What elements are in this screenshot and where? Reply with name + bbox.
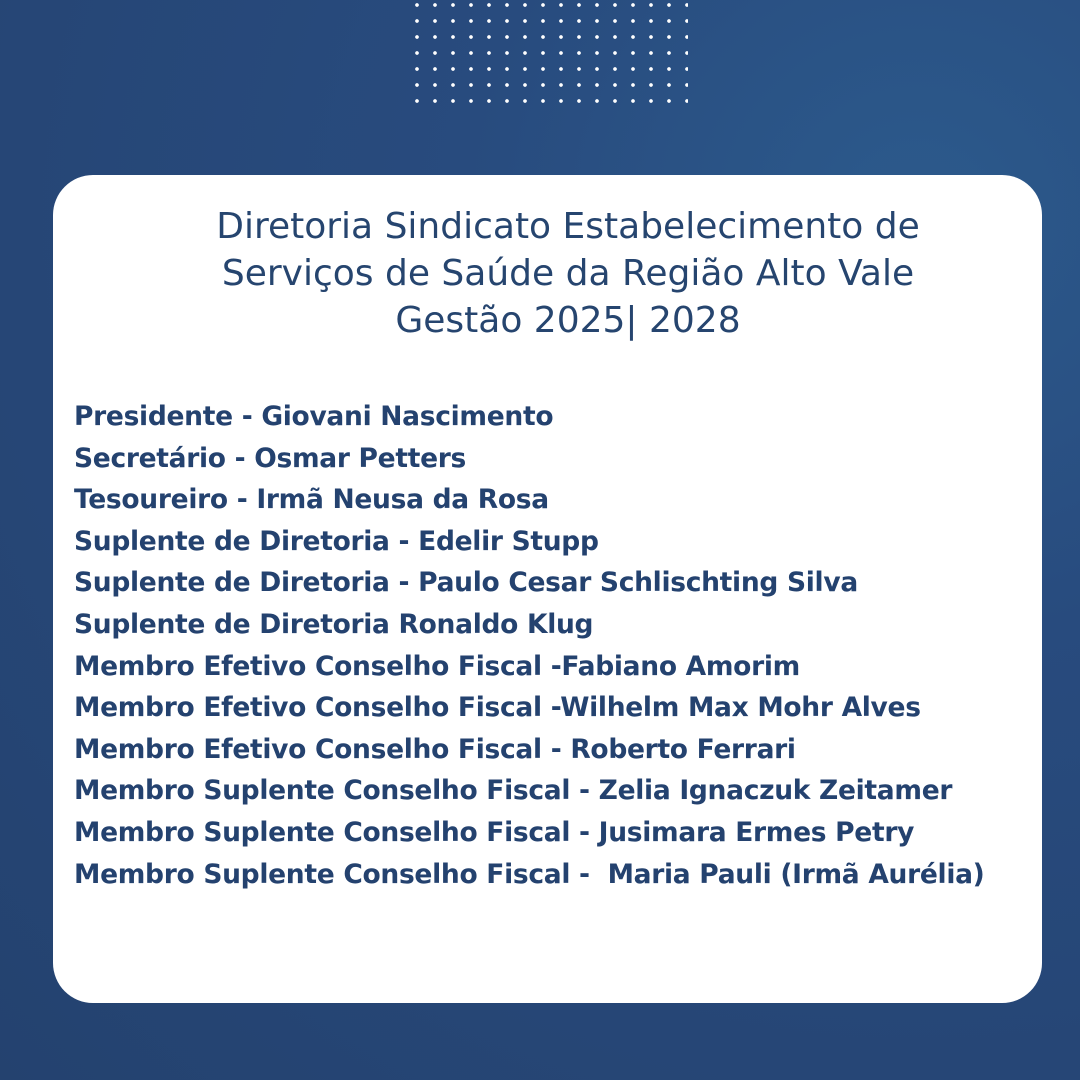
board-member-list xyxy=(74,396,985,895)
board-member-item: Membro Efetivo Conselho Fiscal - Roberto Ferrari xyxy=(74,733,796,765)
content-card xyxy=(53,175,1042,1003)
board-member-item: Membro Suplente Conselho Fiscal - Maria Pauli (Irmã Aurélia) xyxy=(74,858,985,890)
board-member-item: Presidente - Giovani Nascimento xyxy=(74,401,554,432)
title-line-3: Gestão 2025| 2028 xyxy=(395,300,741,341)
decorative-dot-grid xyxy=(408,0,688,112)
board-member-item: Suplente de Diretoria Ronaldo Klug xyxy=(74,608,594,640)
board-member-item: Membro Suplente Conselho Fiscal - Zelia Ignaczuk Zeitamer xyxy=(74,775,953,807)
board-member-item: Membro Efetivo Conselho Fiscal -Wilhelm Max Mohr Alves xyxy=(74,692,921,724)
board-member-item: Membro Suplente Conselho Fiscal - Jusimara Ermes Petry xyxy=(74,816,915,848)
board-member-item: Secretário - Osmar Petters xyxy=(74,442,467,474)
title-line-2: Serviços de Saúde da Região Alto Vale xyxy=(221,253,915,294)
page-title xyxy=(153,203,983,344)
board-member-item: Tesoureiro - Irmã Neusa da Rosa xyxy=(74,484,549,516)
board-member-item: Suplente de Diretoria - Paulo Cesar Schlischting Silva xyxy=(74,567,858,599)
board-member-item: Suplente de Diretoria - Edelir Stupp xyxy=(74,525,599,557)
title-line-1: Diretoria Sindicato Estabelecimento de xyxy=(216,206,920,247)
board-member-item: Membro Efetivo Conselho Fiscal -Fabiano Amorim xyxy=(74,650,800,682)
